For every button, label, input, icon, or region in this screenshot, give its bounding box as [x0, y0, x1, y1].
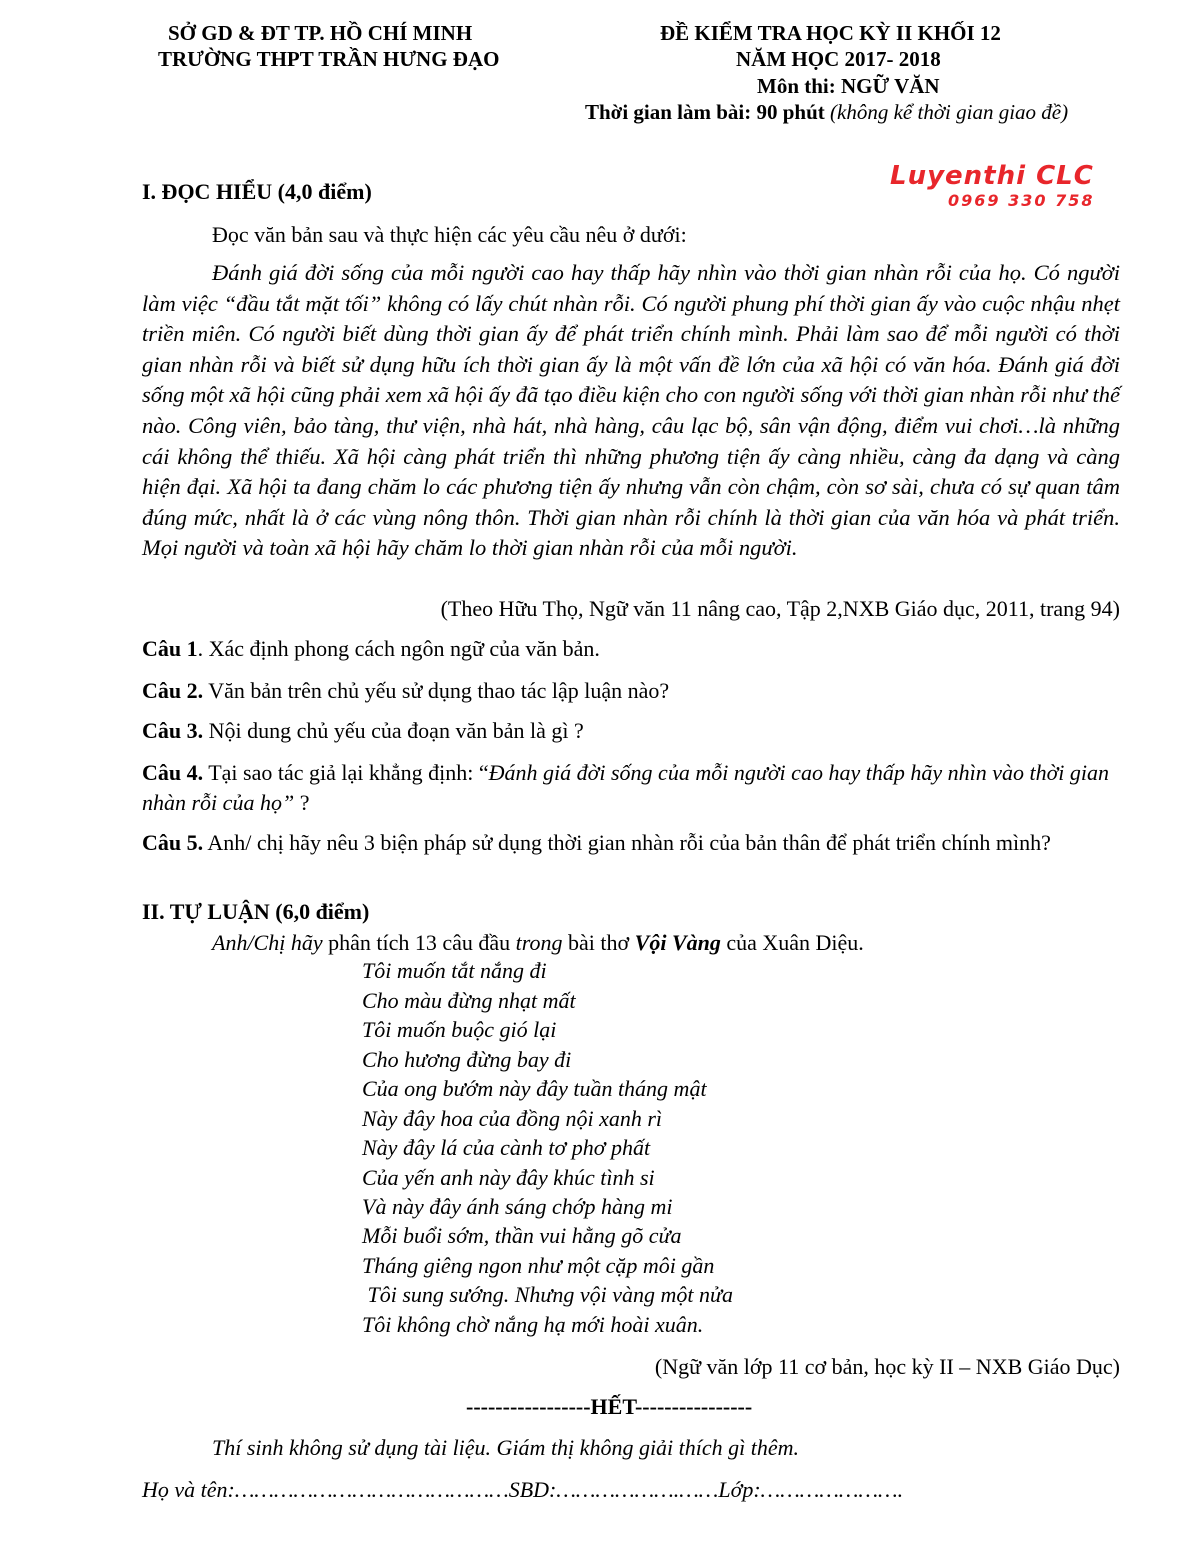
section1-instruction: Đọc văn bản sau và thực hiện các yêu cầu nêu ở dưới: — [212, 222, 687, 247]
poem-title: Vội Vàng — [634, 930, 721, 955]
prompt-part: Anh/Chị hãy — [212, 930, 323, 955]
question-label: Câu 4. — [142, 760, 204, 785]
poem-line: Tôi muốn tắt nắng đi — [362, 958, 547, 983]
question-text: Anh/ chị hãy nêu 3 biện pháp sử dụng thời gian nhàn rỗi của bản thân để phát triển chính mình? — [203, 830, 1051, 855]
school-year: NĂM HỌC 2017- 2018 — [736, 47, 941, 71]
watermark-phone: 0969 330 758 — [948, 191, 1095, 210]
exam-note: Thí sinh không sử dụng tài liệu. Giám thị không giải thích gì thêm. — [212, 1435, 800, 1460]
poem-line: Này đây hoa của đồng nội xanh rì — [362, 1106, 663, 1131]
section2-title: II. TỰ LUẬN (6,0 điểm) — [142, 899, 370, 924]
poem-line: Mỗi buổi sớm, thần vui hằng gõ cửa — [362, 1223, 682, 1248]
question-label: Câu 5. — [142, 830, 204, 855]
reading-passage: Đánh giá đời sống của mỗi người cao hay thấp hãy nhìn vào thời gian nhàn rỗi của họ. Có người làm việc “đầu tắt mặt tối” không có lấy chút nhàn rỗi. Có người phung phí thời gian ấy vào cuộc nhậu nhẹt triền miên. Có người biết dùng thời gian ấy để phát triển chính mình. Phải làm sao để mỗi người có thời gian nhàn rỗi và biết sử dụng hữu ích thời gian ấy là một vấn đề lớn của xã hội có văn hóa. Đánh giá đời sống một xã hội cũng phải xem xã hội ấy đã tạo điều kiện cho con người sống với thời gian nhàn rỗi như thế nào. Công viên, bảo tàng, thư viện, nhà hát, nhà hàng, câu lạc bộ, sân vận động, điểm vui chơi…là những cái không thể thiếu. Xã hội càng phát triển thì những phương tiện ấy càng nhiều, càng đa dạng và càng hiện đại. Xã hội ta đang chăm lo các phương tiện ấy nhưng vẫn còn chậm, còn sơ sài, chưa có sự quan tâm đúng mức, nhất là ở các vùng nông thôn. Thời gian nhàn rỗi chính là thời gian của văn hóa và phát triển. Mọi người và toàn xã hội hãy chăm lo thời gian nhàn rỗi của mỗi người. — [142, 260, 1120, 561]
poem-line: Cho hương đừng bay đi — [362, 1047, 572, 1072]
poem-line: Cho màu đừng nhạt mất — [362, 988, 576, 1013]
question-text: . Xác định phong cách ngôn ngữ của văn bản. — [197, 636, 600, 661]
question-text: Tại sao tác giả lại khẳng định: “ — [203, 760, 489, 785]
exam-duration — [585, 100, 1068, 124]
prompt-part: phân tích 13 câu đầu — [322, 930, 516, 955]
end-marker: -----------------HẾT---------------- — [466, 1394, 753, 1419]
prompt-part: của Xuân Diệu. — [720, 930, 864, 955]
question-label: Câu 3. — [142, 718, 204, 743]
question-3 — [142, 716, 1122, 746]
exam-title: ĐỀ KIỂM TRA HỌC KỲ II KHỐI 12 — [660, 21, 1001, 45]
poem-line: Tôi sung sướng. Nhưng vội vàng một nửa — [362, 1282, 734, 1307]
question-text: Văn bản trên chủ yếu sử dụng thao tác lập luận nào? — [203, 678, 670, 703]
poem-line: Của ong bướm này đây tuần tháng mật — [362, 1076, 707, 1101]
question-2 — [142, 676, 1122, 706]
poem-line: Tháng giêng ngon như một cặp môi gần — [362, 1253, 715, 1278]
question-1 — [142, 634, 1122, 664]
question-text: Nội dung chủ yếu của đoạn văn bản là gì ? — [203, 718, 584, 743]
poem-line: Tôi không chờ nắng hạ mới hoài xuân. — [362, 1312, 704, 1337]
duration-note: (không kể thời gian giao đề) — [830, 100, 1069, 124]
subject: Môn thi: NGỮ VĂN — [757, 74, 940, 98]
department-name: SỞ GD & ĐT TP. HỒ CHÍ MINH — [168, 21, 473, 45]
question-label: Câu 2. — [142, 678, 204, 703]
poem-line: Tôi muốn buộc gió lại — [362, 1017, 557, 1042]
essay-prompt — [212, 928, 864, 958]
question-label: Câu 1 — [142, 636, 198, 661]
poem-line: Của yến anh này đây khúc tình si — [362, 1165, 655, 1190]
section1-title: I. ĐỌC HIỂU (4,0 điểm) — [142, 179, 372, 204]
poem-source: (Ngữ văn lớp 11 cơ bản, học kỳ II – NXB Giáo Dục) — [654, 1354, 1120, 1379]
question-5 — [142, 828, 1082, 858]
watermark-brand: Luyenthi CLC — [890, 161, 1094, 191]
question-4 — [142, 758, 1127, 818]
prompt-part: bài thơ — [562, 930, 635, 955]
passage-source: (Theo Hữu Thọ, Ngữ văn 11 nâng cao, Tập 2,NXB Giáo dục, 2011, trang 94) — [440, 596, 1120, 621]
poem-line: Và này đây ánh sáng chớp hàng mi — [362, 1194, 673, 1219]
question-tail: ? — [294, 790, 310, 815]
candidate-fields: Họ và tên:……………………………………SBD:……………….……Lớp:…………………. — [142, 1477, 904, 1502]
prompt-part: trong — [515, 930, 563, 955]
duration-label: Thời gian làm bài: 90 phút — [585, 100, 825, 124]
school-name: TRƯỜNG THPT TRẦN HƯNG ĐẠO — [158, 47, 500, 71]
poem-line: Này đây lá của cành tơ phơ phất — [362, 1135, 651, 1160]
question-quote: Đánh giá đời sống của mỗi người cao hay thấp hãy nhìn vào thời gian nhàn rỗi của họ” — [142, 760, 1110, 815]
